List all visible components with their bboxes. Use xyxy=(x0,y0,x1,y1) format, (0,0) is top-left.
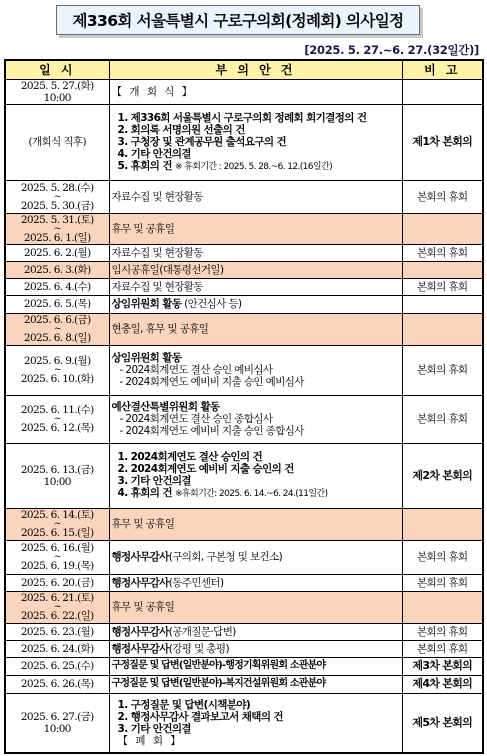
row-agenda xyxy=(109,540,402,574)
row-note xyxy=(402,508,483,540)
row-agenda: 휴무 및 공휴일 xyxy=(109,591,402,623)
date-range-tilde: ~ xyxy=(53,365,61,375)
row-note xyxy=(402,79,483,104)
table-row xyxy=(5,278,483,295)
date-range-tilde: ~ xyxy=(53,602,61,612)
row-note: 제5차 본회의 xyxy=(402,693,483,753)
row-note xyxy=(402,213,483,244)
date-line: 2025. 6. 15.(일) xyxy=(20,527,94,539)
row-agenda xyxy=(109,345,402,395)
page-title: 제336회 서울특별시 구로구의회(정례회) 의사일정 xyxy=(56,5,420,35)
row-date: 2025. 6. 2.(월) xyxy=(5,244,109,261)
time-line: 10:00 xyxy=(43,91,71,104)
row-agenda xyxy=(109,623,402,640)
row-date: 2025. 6. 24.(화) xyxy=(5,640,109,657)
row-note: 본회의 휴회 xyxy=(402,395,483,443)
row-agenda: 현충일, 휴무 및 공휴일 xyxy=(109,313,402,345)
closing-ceremony: 【 폐 회 】 xyxy=(117,734,183,747)
row-note xyxy=(402,295,483,313)
date-line: 2025. 6. 1.(일) xyxy=(23,231,91,244)
table-row xyxy=(5,574,483,591)
row-date xyxy=(5,693,109,753)
table-row xyxy=(5,180,483,213)
row-agenda: 자료수집 및 현장활동 xyxy=(109,180,402,213)
row-date xyxy=(5,345,109,395)
row-date xyxy=(5,213,109,244)
table-row xyxy=(5,640,483,657)
agenda-item: 1. 제336회 서울특별시 구로구의회 정례회 회기결정의 건 xyxy=(117,111,367,124)
row-note: 본회의 휴회 xyxy=(402,623,483,640)
row-note xyxy=(402,261,483,278)
table-row xyxy=(5,693,483,753)
header-date: 일 시 xyxy=(5,60,109,79)
date-line: 2025. 5. 30.(금) xyxy=(20,199,94,212)
agenda-item: 3. 기타 안건의결 xyxy=(117,722,191,735)
row-agenda xyxy=(109,104,402,180)
row-note xyxy=(402,313,483,345)
date-line: 2025. 5. 31.(토) xyxy=(20,213,94,226)
row-agenda: 휴무 및 공휴일 xyxy=(109,213,402,244)
row-date: 2025. 6. 26.(목) xyxy=(5,675,109,693)
agenda-head: 예산결산특별위원회 활동 xyxy=(111,401,220,413)
date-line: 2025. 6. 22.(일) xyxy=(20,610,94,622)
recess-note: ※ 휴회기간 : 2025. 5. 28.~6. 12.(16일간) xyxy=(174,161,333,172)
row-agenda xyxy=(109,574,402,591)
agenda-detail: (안건심사 등) xyxy=(181,298,242,310)
row-agenda: 휴무 및 공휴일 xyxy=(109,508,402,540)
row-agenda: 구정질문 및 답변(일반분야)-행정기획위원회 소관분야 xyxy=(109,657,402,675)
row-date: 2025. 6. 5.(목) xyxy=(5,295,109,313)
table-row xyxy=(5,295,483,313)
row-date xyxy=(5,591,109,623)
table-row xyxy=(5,623,483,640)
agenda-item xyxy=(112,160,400,173)
row-date: (개회식 직후) xyxy=(5,104,109,180)
agenda-item: 2. 2024회계연도 예비비 지출 승인의 건 xyxy=(117,463,294,475)
time-line: 10:00 xyxy=(43,722,71,735)
header-agenda: 부 의 안 건 xyxy=(109,60,402,79)
row-agenda xyxy=(109,295,402,313)
row-note: 제4차 본회의 xyxy=(402,675,483,693)
row-note: 제2차 본회의 xyxy=(402,443,483,508)
row-date xyxy=(5,443,109,508)
table-row xyxy=(5,443,483,508)
table-row xyxy=(5,345,483,395)
table-row xyxy=(5,313,483,345)
agenda-sub-item: - 2024회계연도 결산 승인 종합심사 xyxy=(119,413,273,425)
row-date xyxy=(5,180,109,213)
table-row xyxy=(5,591,483,623)
row-date xyxy=(5,79,109,104)
table-row xyxy=(5,508,483,540)
row-date xyxy=(5,508,109,540)
row-date: 2025. 6. 4.(수) xyxy=(5,278,109,295)
row-agenda: 구정질문 및 답변(일반분야)-복지건설위원회 소관분야 xyxy=(109,675,402,693)
date-line: 2025. 6. 19.(목) xyxy=(20,560,94,572)
table-row xyxy=(5,79,483,104)
row-note: 제3차 본회의 xyxy=(402,657,483,675)
table-row xyxy=(5,657,483,675)
agenda-bold: 행정사무감사 xyxy=(111,576,169,589)
date-line: 2025. 5. 28.(수) xyxy=(20,181,94,194)
date-line: 2025. 6. 16.(월) xyxy=(20,542,94,554)
agenda-item: 3. 기타 안건의결 xyxy=(117,475,191,487)
agenda-detail: (강평 및 총평) xyxy=(168,642,229,655)
session-period: [2025. 5. 27.~6. 27.(32일간)] xyxy=(304,43,479,57)
table-row xyxy=(5,213,483,244)
agenda-item: 2. 회의록 서명의원 선출의 건 xyxy=(117,123,245,136)
row-agenda: 자료수집 및 현장활동 xyxy=(109,278,402,295)
agenda-detail: (동주민센터) xyxy=(168,576,224,589)
row-date xyxy=(5,395,109,443)
agenda-detail: (공개질문·답변) xyxy=(168,625,236,638)
date-line: 2025. 6. 9.(월) xyxy=(23,355,91,367)
table-row xyxy=(5,261,483,278)
date-range-tilde: ~ xyxy=(53,324,61,334)
row-note: 본회의 휴회 xyxy=(402,244,483,261)
agenda-sub-item: - 2024회계연도 예비비 지출 승인 예비심사 xyxy=(119,376,304,388)
agenda-item-text: 5. 휴회의 건 xyxy=(117,159,172,172)
table-row xyxy=(5,540,483,574)
agenda-bold: 행정사무감사 xyxy=(111,551,169,563)
row-date: 2025. 6. 23.(월) xyxy=(5,623,109,640)
agenda-item: 2. 행정사무감사 결과보고서 채택의 건 xyxy=(117,710,283,723)
agenda-bold: 상임위원회 활동 xyxy=(111,298,182,310)
date-range-tilde: ~ xyxy=(53,552,61,562)
date-line: 2025. 6. 12.(목) xyxy=(20,422,94,434)
row-agenda xyxy=(109,693,402,753)
row-agenda: 자료수집 및 현장활동 xyxy=(109,244,402,261)
agenda-item: 4. 기타 안건의결 xyxy=(117,147,191,160)
date-line: 2025. 6. 6.(금) xyxy=(23,314,91,326)
table-row xyxy=(5,244,483,261)
date-line: 2025. 6. 13.(금) xyxy=(20,463,94,476)
agenda-item: 1. 2024회계연도 결산 승인의 건 xyxy=(117,451,263,463)
agenda-item-text: 4. 휴회의 건 xyxy=(117,487,172,499)
date-range-tilde: ~ xyxy=(53,191,61,202)
time-line: 10:00 xyxy=(43,475,71,488)
agenda-item: 1. 구정질문 및 답변(시책분야) xyxy=(117,698,251,711)
row-note xyxy=(402,591,483,623)
row-note: 본회의 휴회 xyxy=(402,540,483,574)
date-line: 2025. 6. 11.(수) xyxy=(20,404,94,416)
agenda-bold: 행정사무감사 xyxy=(111,625,169,638)
row-note: 본회의 휴회 xyxy=(402,640,483,657)
date-range-tilde: ~ xyxy=(53,519,61,529)
agenda-detail: (구의회, 구본청 및 보건소) xyxy=(168,551,283,563)
table-row xyxy=(5,395,483,443)
row-date xyxy=(5,313,109,345)
date-line: 2025. 6. 27.(금) xyxy=(20,710,94,723)
date-line: 2025. 6. 8.(일) xyxy=(23,332,91,344)
date-line: 2025. 6. 10.(화) xyxy=(20,373,94,385)
agenda-sub-item: - 2024회계연도 결산 승인 예비심사 xyxy=(119,364,273,376)
agenda-item: 3. 구청장 및 관계공무원 출석요구의 건 xyxy=(117,135,287,148)
row-note: 본회의 휴회 xyxy=(402,345,483,395)
row-note: 본회의 휴회 xyxy=(402,574,483,591)
table-row xyxy=(5,104,483,180)
row-agenda: 임시공휴일(대통령선거일) xyxy=(109,261,402,278)
agenda-head: 상임위원회 활동 xyxy=(111,352,182,364)
row-note: 제1차 본회의 xyxy=(402,104,483,180)
agenda-bold: 행정사무감사 xyxy=(111,642,169,655)
row-agenda xyxy=(109,395,402,443)
opening-ceremony: 【 개 회 식 】 xyxy=(111,85,195,98)
row-note: 본회의 휴회 xyxy=(402,278,483,295)
date-range-tilde: ~ xyxy=(53,414,61,424)
row-agenda xyxy=(109,443,402,508)
row-date: 2025. 6. 25.(수) xyxy=(5,657,109,675)
recess-note: ※휴회기간: 2025. 6. 14.~6. 24.(11일간) xyxy=(174,489,328,499)
date-line: 2025. 6. 21.(토) xyxy=(20,592,94,604)
row-agenda xyxy=(109,79,402,104)
agenda-item xyxy=(112,487,400,500)
row-date: 2025. 6. 3.(화) xyxy=(5,261,109,278)
table-header-row xyxy=(5,60,483,79)
agenda-sub-item: - 2024회계연도 예비비 지출 승인 종합심사 xyxy=(119,425,304,437)
date-line: 2025. 6. 14.(토) xyxy=(20,509,94,521)
header-note: 비 고 xyxy=(402,60,483,79)
table-row xyxy=(5,675,483,693)
row-note: 본회의 휴회 xyxy=(402,180,483,213)
schedule-table xyxy=(4,59,484,754)
row-agenda xyxy=(109,640,402,657)
date-range-tilde: ~ xyxy=(53,223,61,234)
date-line: 2025. 5. 27.(화) xyxy=(20,79,94,92)
row-date: 2025. 6. 20.(금) xyxy=(5,574,109,591)
row-date xyxy=(5,540,109,574)
